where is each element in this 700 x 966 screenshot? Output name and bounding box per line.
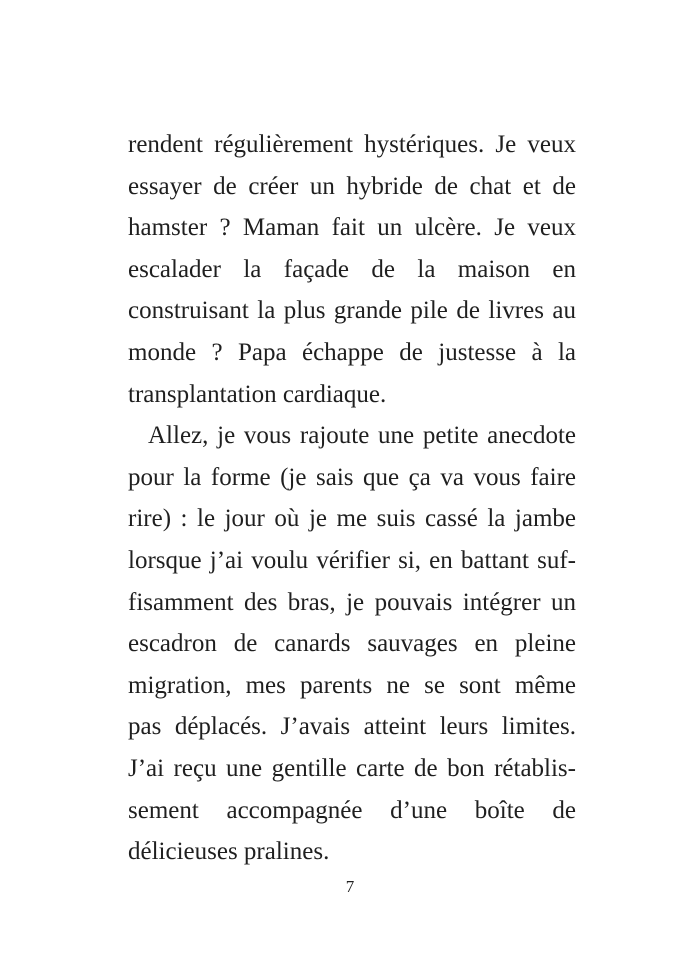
text-line: lorsque j’ai voulu vérifier si, en battant suf- xyxy=(128,546,576,574)
text-line: essayer de créer un hybride de chat et de xyxy=(128,172,576,200)
text-line: escadron de canards sauvages en pleine xyxy=(128,630,576,658)
text-line: fisamment des bras, je pouvais intégrer un xyxy=(128,588,576,616)
text-line: délicieuses pralines. xyxy=(128,838,330,866)
body-text xyxy=(128,124,576,873)
text-line: construisant la plus grande pile de livres au xyxy=(128,297,576,325)
text-line: transplantation cardiaque. xyxy=(128,380,387,408)
text-line: pas déplacés. J’avais atteint leurs limites. xyxy=(128,713,576,741)
text-line: rire) : le jour où je me suis cassé la jambe xyxy=(128,505,576,533)
paragraph-2 xyxy=(128,415,576,873)
paragraph-1 xyxy=(128,124,576,415)
text-line: escalader la façade de la maison en xyxy=(128,255,576,283)
page-number: 7 xyxy=(345,877,355,896)
text-line: rendent régulièrement hystériques. Je veux xyxy=(128,131,576,158)
text-line: migration, mes parents ne se sont même xyxy=(128,671,576,699)
text-line: J’ai reçu une gentille carte de bon rétablis- xyxy=(128,754,576,782)
text-line: sement accompagnée d’une boîte de xyxy=(128,796,576,824)
text-line: hamster ? Maman fait un ulcère. Je veux xyxy=(128,214,576,242)
text-line: monde ? Papa échappe de justesse à la xyxy=(128,338,576,366)
text-line: pour la forme (je sais que ça va vous faire xyxy=(128,463,576,491)
text-line: Allez, je vous rajoute une petite anecdote xyxy=(148,422,576,450)
